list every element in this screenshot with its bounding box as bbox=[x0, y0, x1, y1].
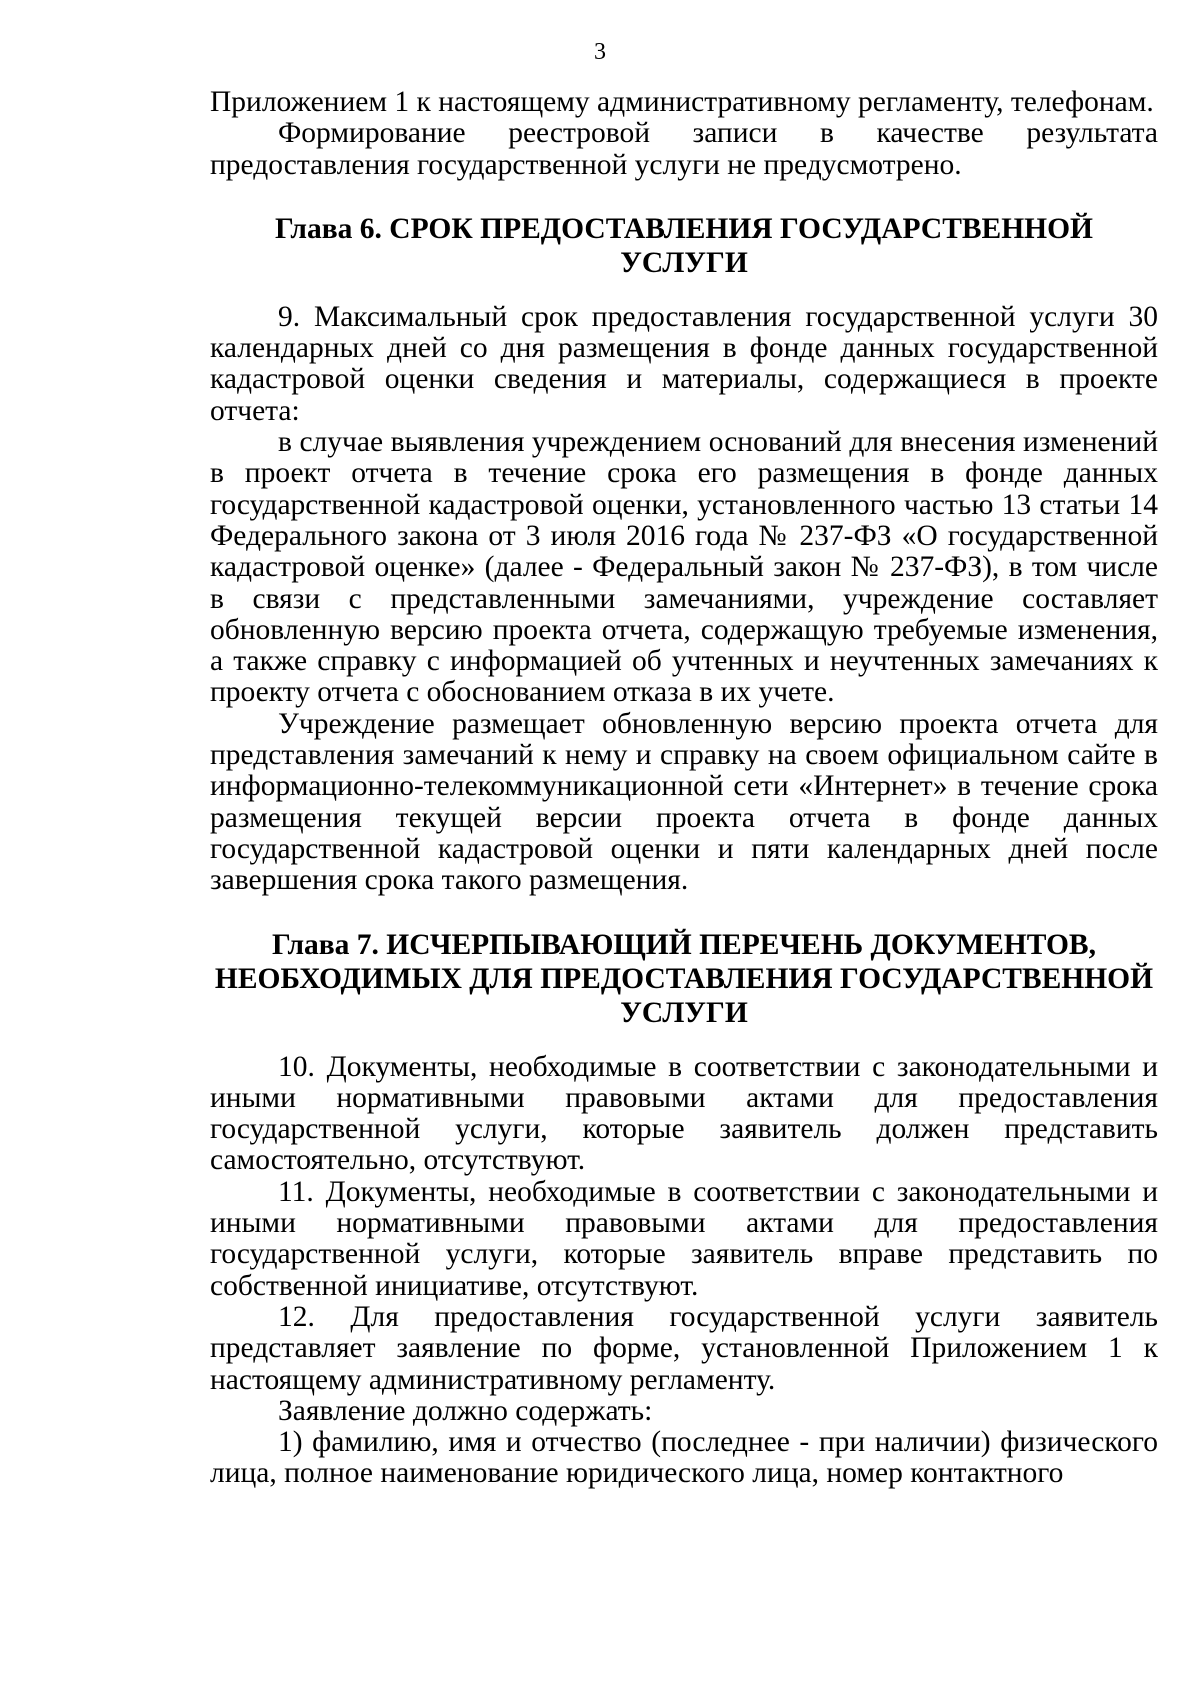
chapter-6-heading: Глава 6. СРОК ПРЕДОСТАВЛЕНИЯ ГОСУДАРСТВЕННОЙ УСЛУГИ bbox=[274, 212, 1094, 279]
paragraph-continuation: Приложением 1 к настоящему административному регламенту, телефонам. bbox=[210, 86, 1154, 118]
chapter-7-heading-line-1: Глава 7. ИСЧЕРПЫВАЮЩИЙ ПЕРЕЧЕНЬ ДОКУМЕНТОВ, bbox=[272, 928, 1096, 961]
page-body bbox=[210, 87, 1158, 1490]
paragraph-12: 12. Для предоставления государственной услуги заявитель представляет заявление по форме, установленной Приложением 1 к настоящему административному регламенту. bbox=[210, 1300, 1158, 1396]
paragraph-12-content-intro: Заявление должно содержать: bbox=[278, 1394, 653, 1427]
chapter-7-heading-line-2: НЕОБХОДИМЫХ ДЛЯ ПРЕДОСТАВЛЕНИЯ ГОСУДАРСТВЕННОЙ bbox=[214, 962, 1154, 995]
paragraph-9-publication: Учреждение размещает обновленную версию проекта отчета для представления замечаний к нему и справку на своем официальном сайте в информационно-телекоммуникационной сети «Интернет» в течение срока размещения текущей версии проекта отчета в фонде данных государственной кадастровой оценки и пяти календарных дней после завершения срока такого размещения. bbox=[210, 707, 1158, 897]
paragraph-9-case: в случае выявления учреждением оснований для внесения изменений в проект отчета в течение срока его размещения в фонде данных государственной кадастровой оценки, установленного частью 13 статьи 14 Федерального закона от 3 июля 2016 года № 237-ФЗ «О государственной кадастровой оценке» (далее - Федеральный закон № 237-ФЗ), в том числе в связи с представленными замечаниями, учреждение составляет обновленную версию проекта отчета, содержащую требуемые изменения, а также справку с информацией об учтенных и неучтенных замечаниях к проекту отчета с обоснованием отказа в их учете. bbox=[210, 426, 1158, 709]
paragraph-10: 10. Документы, необходимые в соответствии с законодательными и иными нормативными правовыми актами для предоставления государственной услуги, которые заявитель должен представить самостоятельно, отсутствуют. bbox=[210, 1050, 1158, 1177]
chapter-7-heading bbox=[210, 928, 1158, 1030]
page-number: 3 bbox=[594, 39, 606, 65]
chapter-7-heading-line-3: УСЛУГИ bbox=[620, 996, 748, 1029]
paragraph-12-item-1: 1) фамилию, имя и отчество (последнее - при наличии) физического лица, полное наименование юридического лица, номер контактного bbox=[210, 1426, 1158, 1490]
paragraph-registry-record: Формирование реестровой записи в качестве результата предоставления государственной услуги не предусмотрено. bbox=[210, 117, 1158, 181]
paragraph-9: 9. Максимальный срок предоставления государственной услуги 30 календарных дней со дня размещения в фонде данных государственной кадастровой оценки сведения и материалы, содержащиеся в проекте отчета: bbox=[210, 300, 1158, 427]
paragraph-11: 11. Документы, необходимые в соответствии с законодательными и иными нормативными правовыми актами для предоставления государственной услуги, которые заявитель вправе представить по собственной инициативе, отсутствуют. bbox=[210, 1175, 1158, 1302]
